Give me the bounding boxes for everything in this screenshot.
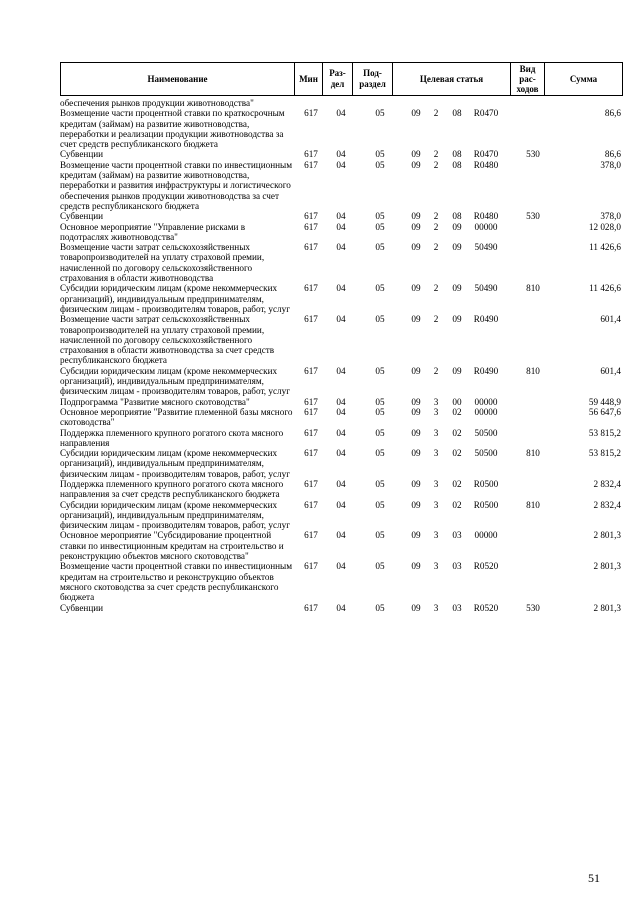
- row-name: Субсидии юридическим лицам (кроме некоммерческих организаций), индивидуальным предпринимателям, физическим лицам - производителям товаров, работ, услуг: [60, 365, 290, 397]
- row-razdel: 04: [336, 448, 346, 459]
- row-summa: 2 801,3: [593, 561, 621, 572]
- row-cs-measure: 08: [452, 149, 462, 160]
- row-cs-measure: 08: [452, 159, 462, 170]
- row-vid-rashodov: 530: [526, 149, 540, 160]
- row-cs-program: 09: [411, 365, 421, 376]
- row-cs-direction: R0480: [473, 211, 499, 222]
- row-cs-subprogram: 3: [433, 406, 439, 417]
- row-min: 617: [304, 283, 318, 294]
- row-razdel: 04: [336, 314, 346, 325]
- row-cs-program: 09: [411, 561, 421, 572]
- row-name: Возмещение части процентной ставки по инвестиционным кредитам на строительство и реконструкцию объектов мясного скотоводства за счет средств республиканского бюджета: [60, 561, 293, 603]
- row-cs-program: 09: [411, 396, 421, 407]
- row-min: 617: [304, 478, 318, 489]
- row-name: Субвенции: [60, 211, 104, 222]
- row-cs-subprogram: 3: [433, 499, 439, 510]
- row-cs-measure: 09: [452, 242, 462, 253]
- row-summa: 378,0: [600, 159, 621, 170]
- row-name: Возмещение части затрат сельскохозяйственных товаропроизводителей на уплату страховой премии, начисленной по договору сельскохозяйственного страхования в области животноводства: [60, 242, 265, 284]
- row-razdel: 04: [336, 149, 346, 160]
- row-summa: 11 426,6: [589, 242, 621, 253]
- header-celevaya-statya: Целевая статья: [393, 63, 511, 96]
- row-cs-program: 09: [411, 427, 421, 438]
- row-cs-direction: R0480: [473, 159, 499, 170]
- row-summa: 53 815,2: [588, 427, 621, 438]
- row-razdel: 04: [336, 211, 346, 222]
- row-podrazdel: 05: [375, 530, 385, 541]
- row-cs-measure: 09: [452, 314, 462, 325]
- row-name: Подпрограмма "Развитие мясного скотоводства": [60, 396, 250, 407]
- row-cs-measure: 00: [452, 396, 462, 407]
- row-cs-program: 09: [411, 221, 421, 232]
- row-razdel: 04: [336, 530, 346, 541]
- row-summa: 11 426,6: [589, 283, 621, 294]
- row-podrazdel: 05: [375, 478, 385, 489]
- row-min: 617: [304, 602, 318, 613]
- row-razdel: 04: [336, 602, 346, 613]
- row-summa: 601,4: [600, 365, 621, 376]
- row-min: 617: [304, 108, 318, 119]
- row-podrazdel: 05: [375, 499, 385, 510]
- table-row: [60, 561, 622, 602]
- row-summa: 378,0: [600, 211, 621, 222]
- row-cs-program: 09: [411, 242, 421, 253]
- row-min: 617: [304, 211, 318, 222]
- row-min: 617: [304, 149, 318, 160]
- row-razdel: 04: [336, 242, 346, 253]
- row-summa: 86,6: [604, 108, 621, 119]
- row-cs-subprogram: 3: [433, 396, 439, 407]
- row-razdel: 04: [336, 561, 346, 572]
- header-summa: Сумма: [545, 63, 623, 96]
- row-razdel: 04: [336, 221, 346, 232]
- row-cs-measure: 09: [452, 221, 462, 232]
- row-cs-direction: 50500: [474, 427, 498, 438]
- table-row: [60, 98, 622, 108]
- row-min: 617: [304, 448, 318, 459]
- row-name: Возмещение части затрат сельскохозяйственных товаропроизводителей на уплату страховой премии, начисленной по договору сельскохозяйственного страхования в области животноводства за счет средств республиканского бюджета: [60, 314, 275, 366]
- row-podrazdel: 05: [375, 561, 385, 572]
- row-cs-direction: R0490: [473, 314, 499, 325]
- row-vid-rashodov: 810: [526, 499, 540, 510]
- row-razdel: 04: [336, 365, 346, 376]
- row-cs-direction: 50490: [474, 283, 498, 294]
- table-row: [60, 448, 622, 479]
- table-row: [60, 428, 622, 449]
- table-row: [60, 479, 622, 500]
- row-cs-direction: 00000: [474, 221, 498, 232]
- row-podrazdel: 05: [375, 221, 385, 232]
- header-podrazdel: Под- раздел: [353, 63, 393, 96]
- table-row: [60, 222, 622, 243]
- row-podrazdel: 05: [375, 406, 385, 417]
- row-cs-direction: R0470: [473, 149, 499, 160]
- row-cs-subprogram: 2: [433, 365, 439, 376]
- table-row: [60, 149, 622, 159]
- row-summa: 12 028,0: [588, 221, 621, 232]
- row-cs-subprogram: 3: [433, 602, 439, 613]
- row-min: 617: [304, 159, 318, 170]
- row-vid-rashodov: 810: [526, 365, 540, 376]
- table-row: [60, 397, 622, 407]
- row-cs-subprogram: 3: [433, 427, 439, 438]
- row-cs-measure: 08: [452, 211, 462, 222]
- row-cs-direction: 50500: [474, 448, 498, 459]
- row-cs-program: 09: [411, 211, 421, 222]
- row-min: 617: [304, 365, 318, 376]
- row-cs-measure: 02: [452, 499, 462, 510]
- row-cs-direction: R0490: [473, 365, 499, 376]
- table-body: [60, 98, 622, 613]
- row-name: Возмещение части процентной ставки по краткосрочным кредитам (займам) на развитие животноводства, переработки и реализации продукции животноводства за счет средств республиканского бюджета: [60, 108, 285, 150]
- table-row: [60, 108, 622, 149]
- row-podrazdel: 05: [375, 242, 385, 253]
- row-summa: 2 832,4: [593, 499, 621, 510]
- row-cs-program: 09: [411, 478, 421, 489]
- row-summa: 2 832,4: [593, 478, 621, 489]
- row-razdel: 04: [336, 427, 346, 438]
- row-cs-program: 09: [411, 602, 421, 613]
- row-cs-subprogram: 2: [433, 159, 439, 170]
- row-razdel: 04: [336, 499, 346, 510]
- row-cs-subprogram: 2: [433, 283, 439, 294]
- row-razdel: 04: [336, 396, 346, 407]
- row-vid-rashodov: 530: [526, 602, 540, 613]
- row-razdel: 04: [336, 478, 346, 489]
- row-name: Основное мероприятие "Развитие племенной базы мясного скотоводства": [60, 406, 293, 428]
- row-razdel: 04: [336, 406, 346, 417]
- table-row: [60, 314, 622, 365]
- row-min: 617: [304, 221, 318, 232]
- row-razdel: 04: [336, 159, 346, 170]
- row-podrazdel: 05: [375, 159, 385, 170]
- table-row: [60, 603, 622, 613]
- row-min: 617: [304, 499, 318, 510]
- row-podrazdel: 05: [375, 427, 385, 438]
- row-name: Основное мероприятие "Управление рисками в подотраслях животноводства": [60, 221, 246, 242]
- table-row: [60, 283, 622, 314]
- row-cs-subprogram: 2: [433, 149, 439, 160]
- row-min: 617: [304, 396, 318, 407]
- row-cs-subprogram: 2: [433, 242, 439, 253]
- row-cs-direction: R0470: [473, 108, 499, 119]
- row-cs-subprogram: 2: [433, 314, 439, 325]
- row-name: Субсидии юридическим лицам (кроме некоммерческих организаций), индивидуальным предпринимателям, физическим лицам - производителям товаров, работ, услуг: [60, 499, 290, 531]
- row-summa: 53 815,2: [588, 448, 621, 459]
- row-podrazdel: 05: [375, 448, 385, 459]
- row-cs-program: 09: [411, 283, 421, 294]
- row-name: Субсидии юридическим лицам (кроме некоммерческих организаций), индивидуальным предпринимателям, физическим лицам - производителям товаров, работ, услуг: [60, 283, 290, 314]
- row-cs-subprogram: 3: [433, 530, 439, 541]
- row-summa: 56 647,6: [588, 406, 621, 417]
- row-podrazdel: 05: [375, 396, 385, 407]
- row-summa: 2 801,3: [593, 602, 621, 613]
- row-cs-program: 09: [411, 448, 421, 459]
- table-row: [60, 366, 622, 397]
- row-min: 617: [304, 242, 318, 253]
- row-podrazdel: 05: [375, 283, 385, 294]
- row-cs-direction: 00000: [474, 396, 498, 407]
- table-row: [60, 407, 622, 428]
- row-cs-measure: 02: [452, 448, 462, 459]
- row-cs-direction: 50490: [474, 242, 498, 253]
- header-name: Наименование: [61, 63, 295, 96]
- row-name: Поддержка племенного крупного рогатого скота мясного направления за счет средств республиканского бюджета: [60, 478, 284, 500]
- row-summa: 59 448,9: [588, 396, 621, 407]
- row-podrazdel: 05: [375, 149, 385, 160]
- table-header: [60, 62, 623, 96]
- row-summa: 601,4: [600, 314, 621, 325]
- row-cs-subprogram: 2: [433, 221, 439, 232]
- row-name: Субвенции: [60, 149, 104, 160]
- row-cs-program: 09: [411, 530, 421, 541]
- row-cs-subprogram: 2: [433, 108, 439, 119]
- row-cs-measure: 03: [452, 602, 462, 613]
- row-vid-rashodov: 530: [526, 211, 540, 222]
- row-cs-measure: 08: [452, 108, 462, 119]
- row-min: 617: [304, 406, 318, 417]
- row-cs-direction: R0500: [473, 499, 499, 510]
- row-cs-direction: R0500: [473, 478, 499, 489]
- row-cs-program: 09: [411, 406, 421, 417]
- row-cs-measure: 03: [452, 561, 462, 572]
- row-name: Возмещение части процентной ставки по инвестиционным кредитам (займам) на развитие животноводства, переработки и развития инфраструктуры и логистического обеспечения рынков продукции животноводства за счет средств республиканского бюджета: [60, 159, 293, 211]
- row-min: 617: [304, 427, 318, 438]
- row-name: Основное мероприятие "Субсидирование процентной ставки по инвестиционным кредитам на строительство и реконструкцию объектов мясного скотоводства": [60, 530, 284, 562]
- header-vid-rashodov: Вид рас- ходов: [511, 63, 545, 96]
- row-summa: 2 801,3: [593, 530, 621, 541]
- row-min: 617: [304, 530, 318, 541]
- row-cs-direction: 00000: [474, 530, 498, 541]
- row-vid-rashodov: 810: [526, 283, 540, 294]
- row-cs-measure: 02: [452, 478, 462, 489]
- row-cs-direction: R0520: [473, 602, 499, 613]
- row-cs-direction: 00000: [474, 406, 498, 417]
- row-cs-direction: R0520: [473, 561, 499, 572]
- row-razdel: 04: [336, 283, 346, 294]
- row-cs-measure: 09: [452, 365, 462, 376]
- row-name: Субсидии юридическим лицам (кроме некоммерческих организаций), индивидуальным предпринимателям, физическим лицам - производителям товаров, работ, услуг: [60, 448, 290, 479]
- row-podrazdel: 05: [375, 314, 385, 325]
- row-cs-measure: 09: [452, 283, 462, 294]
- row-cs-program: 09: [411, 159, 421, 170]
- row-cs-program: 09: [411, 149, 421, 160]
- row-cs-measure: 02: [452, 406, 462, 417]
- row-vid-rashodov: 810: [526, 448, 540, 459]
- row-podrazdel: 05: [375, 365, 385, 376]
- row-cs-program: 09: [411, 314, 421, 325]
- row-cs-program: 09: [411, 499, 421, 510]
- row-min: 617: [304, 314, 318, 325]
- row-cs-subprogram: 3: [433, 478, 439, 489]
- row-name: обеспечения рынков продукции животноводства": [60, 98, 254, 108]
- table-row: [60, 211, 622, 221]
- row-podrazdel: 05: [375, 108, 385, 119]
- table-row: [60, 530, 622, 561]
- row-cs-program: 09: [411, 108, 421, 119]
- row-summa: 86,6: [604, 149, 621, 160]
- table-row: [60, 160, 622, 211]
- table-row: [60, 242, 622, 283]
- row-cs-measure: 02: [452, 427, 462, 438]
- page-number: 51: [588, 871, 600, 885]
- header-min: Мин: [295, 63, 323, 96]
- row-cs-measure: 03: [452, 530, 462, 541]
- row-podrazdel: 05: [375, 211, 385, 222]
- row-podrazdel: 05: [375, 602, 385, 613]
- row-name: Поддержка племенного крупного рогатого скота мясного направления: [60, 427, 284, 448]
- row-name: Субвенции: [60, 602, 104, 613]
- table-row: [60, 500, 622, 531]
- row-cs-subprogram: 3: [433, 448, 439, 459]
- row-cs-subprogram: 2: [433, 211, 439, 222]
- row-cs-subprogram: 3: [433, 561, 439, 572]
- row-min: 617: [304, 561, 318, 572]
- header-razdel: Раз- дел: [323, 63, 353, 96]
- row-razdel: 04: [336, 108, 346, 119]
